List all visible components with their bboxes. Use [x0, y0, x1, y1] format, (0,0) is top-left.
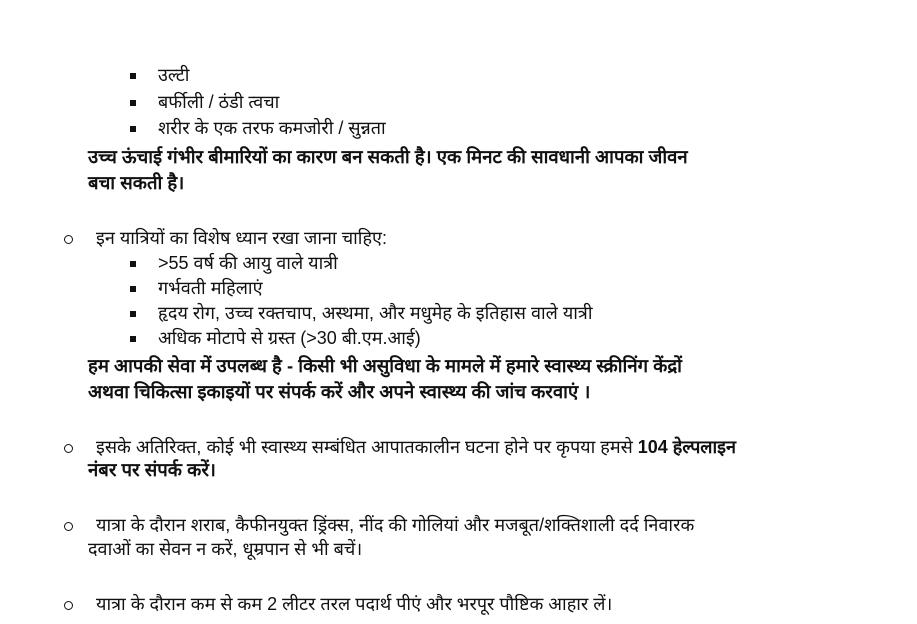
warning-line-1: उच्च ऊंचाई गंभीर बीमारियों का कारण बन सकती है। एक मिनट की सावधानी आपका जीवन — [88, 146, 688, 167]
service-line-2: अथवा चिकित्सा इकाइयों पर संपर्क करें और अपने स्वास्थ्य की जांच करवाएं । — [88, 381, 591, 402]
circle-bullet-icon — [64, 444, 73, 453]
circle-bullet-icon — [64, 522, 73, 531]
warning-line-2: बचा सकती है। — [88, 172, 185, 193]
symptom-item: उल्टी — [158, 65, 190, 85]
special-care-item: अधिक मोटापे से ग्रस्त (>30 बी.एम.आई) — [158, 328, 421, 348]
avoid-line-1: यात्रा के दौरान शराब, कैफीनयुक्त ड्रिंक्स, नींद की गोलियां और मजबूत/शक्तिशाली दर्द निवारक — [96, 515, 695, 535]
square-bullet-icon — [130, 311, 136, 317]
special-care-item: हृदय रोग, उच्च रक्तचाप, अस्थमा, और मधुमेह के इतिहास वाले यात्री — [158, 303, 593, 323]
circle-bullet-icon — [64, 235, 73, 244]
circle-bullet-icon — [64, 601, 73, 610]
helpline-text: इसके अतिरिक्त, कोई भी स्वास्थ्य सम्बंधित आपातकालीन घटना होने पर कृपया हमसे — [96, 437, 638, 457]
hydration-advice: यात्रा के दौरान कम से कम 2 लीटर तरल पदार्थ पीएं और भरपूर पौष्टिक आहार लें। — [96, 594, 613, 614]
avoid-line-2: दवाओं का सेवन न करें, धूम्रपान से भी बचें। — [88, 539, 363, 559]
special-care-item: >55 वर्ष की आयु वाले यात्री — [158, 253, 338, 273]
square-bullet-icon — [130, 100, 136, 106]
symptom-item: बर्फीली / ठंडी त्वचा — [158, 92, 280, 112]
square-bullet-icon — [130, 73, 136, 79]
special-care-intro: इन यात्रियों का विशेष ध्यान रखा जाना चाहिए: — [96, 228, 387, 248]
square-bullet-icon — [130, 126, 136, 132]
symptom-item: शरीर के एक तरफ कमजोरी / सुन्नता — [158, 118, 386, 138]
square-bullet-icon — [130, 336, 136, 342]
special-care-item: गर्भवती महिलाएं — [158, 278, 263, 298]
service-line-1: हम आपकी सेवा में उपलब्ध है - किसी भी असुविधा के मामले में हमारे स्वास्थ्य स्क्रीनिंग केंद्रों — [88, 355, 682, 376]
square-bullet-icon — [130, 286, 136, 292]
helpline-line-1 — [96, 435, 736, 459]
helpline-number: 104 हेल्पलाइन — [637, 437, 736, 457]
helpline-line-2: नंबर पर संपर्क करें। — [88, 459, 216, 480]
square-bullet-icon — [130, 261, 136, 267]
